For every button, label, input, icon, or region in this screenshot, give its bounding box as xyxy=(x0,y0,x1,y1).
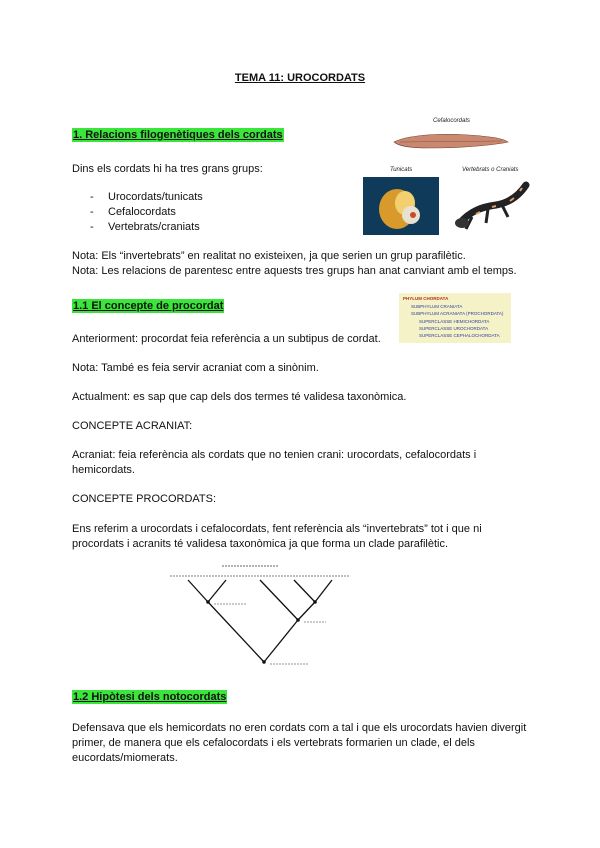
chordate-groups-figure xyxy=(360,115,540,240)
section-1-1-heading xyxy=(72,296,224,314)
concept-acraniat-heading: CONCEPTE ACRANIAT: xyxy=(72,420,193,432)
box-line: SUPERCLASSE CEPHALOCHORDATA xyxy=(419,333,500,338)
cladogram xyxy=(160,558,360,670)
section-1-intro: Dins els cordats hi ha tres grans grups: xyxy=(72,163,263,175)
section-1-2-p1: Defensava que els hemicordats no eren cordats com a tal i que els urocordats havien divergit primer, de manera que els cefalocordats i els vertebrats formarien un clade, el dels eucordats/miomerats. xyxy=(72,722,527,764)
box-line: SUBPHYLUM CRANIATA xyxy=(411,304,463,309)
section-1-2-heading-text: 1.2 Hipòtesi dels notocordats xyxy=(73,691,227,703)
page-title: TEMA 11: UROCORDATS xyxy=(234,72,366,84)
section-1-heading-text: 1. Relacions filogenètiques dels cordats xyxy=(73,129,283,141)
figure-label-top: Cefalocordats xyxy=(433,118,471,124)
section-1-heading xyxy=(72,125,284,143)
box-line: PHYLUM CHORDATA xyxy=(403,296,449,301)
section-1-2-heading xyxy=(72,687,227,705)
lizard-image xyxy=(452,177,538,235)
section-1-1-p1: Anteriorment: procordat feia referència a un subtipus de cordat. xyxy=(72,333,381,345)
section-1-1-p3: Actualment: es sap que cap dels dos termes té validesa taxonòmica. xyxy=(72,391,407,403)
section-1-note-2: Nota: Les relacions de parentesc entre aquests tres grups han anat canviant amb el temps. xyxy=(72,265,517,277)
section-1-1-p2: Nota: També es feia servir acraniat com a sinònim. xyxy=(72,362,319,374)
figure-label-left: Tunicats xyxy=(390,167,413,173)
figure-label-right: Vertebrats o Craniats xyxy=(462,167,519,173)
section-1-note-1: Nota: Els “invertebrats” en realitat no existeixen, ja que serien un grup parafilètic. xyxy=(72,250,466,262)
concept-procordats-heading: CONCEPTE PROCORDATS: xyxy=(72,493,217,505)
groups-list xyxy=(72,190,372,235)
list-item: - Vertebrats/craniats xyxy=(72,220,372,235)
box-line: SUPERCLASSE HEMICHORDATA xyxy=(419,319,490,324)
section-1-1-heading-text: 1.1 El concepte de procordat xyxy=(73,300,224,312)
list-item: - Cefalocordats xyxy=(72,205,372,220)
section-1-1-p4: Acraniat: feia referència als cordats que no tenien crani: urocordats, cefalocordats i hemicordats. xyxy=(72,449,477,476)
box-line: SUBPHYLUM ACRANIATA (PROCHORDATA) xyxy=(411,311,504,316)
lancelet-image xyxy=(390,128,510,154)
list-item: - Urocordats/tunicats xyxy=(72,190,372,205)
tunicate-image xyxy=(363,177,439,235)
section-1-1-p5: Ens referim a urocordats i cefalocordats, fent referència als “invertebrats” tot i que ni procordats i acranits té validesa taxonòmica ja que forma un clade parafilètic. xyxy=(72,523,482,550)
box-line: SUPERCLASSE UROCHORDATA xyxy=(419,326,489,331)
